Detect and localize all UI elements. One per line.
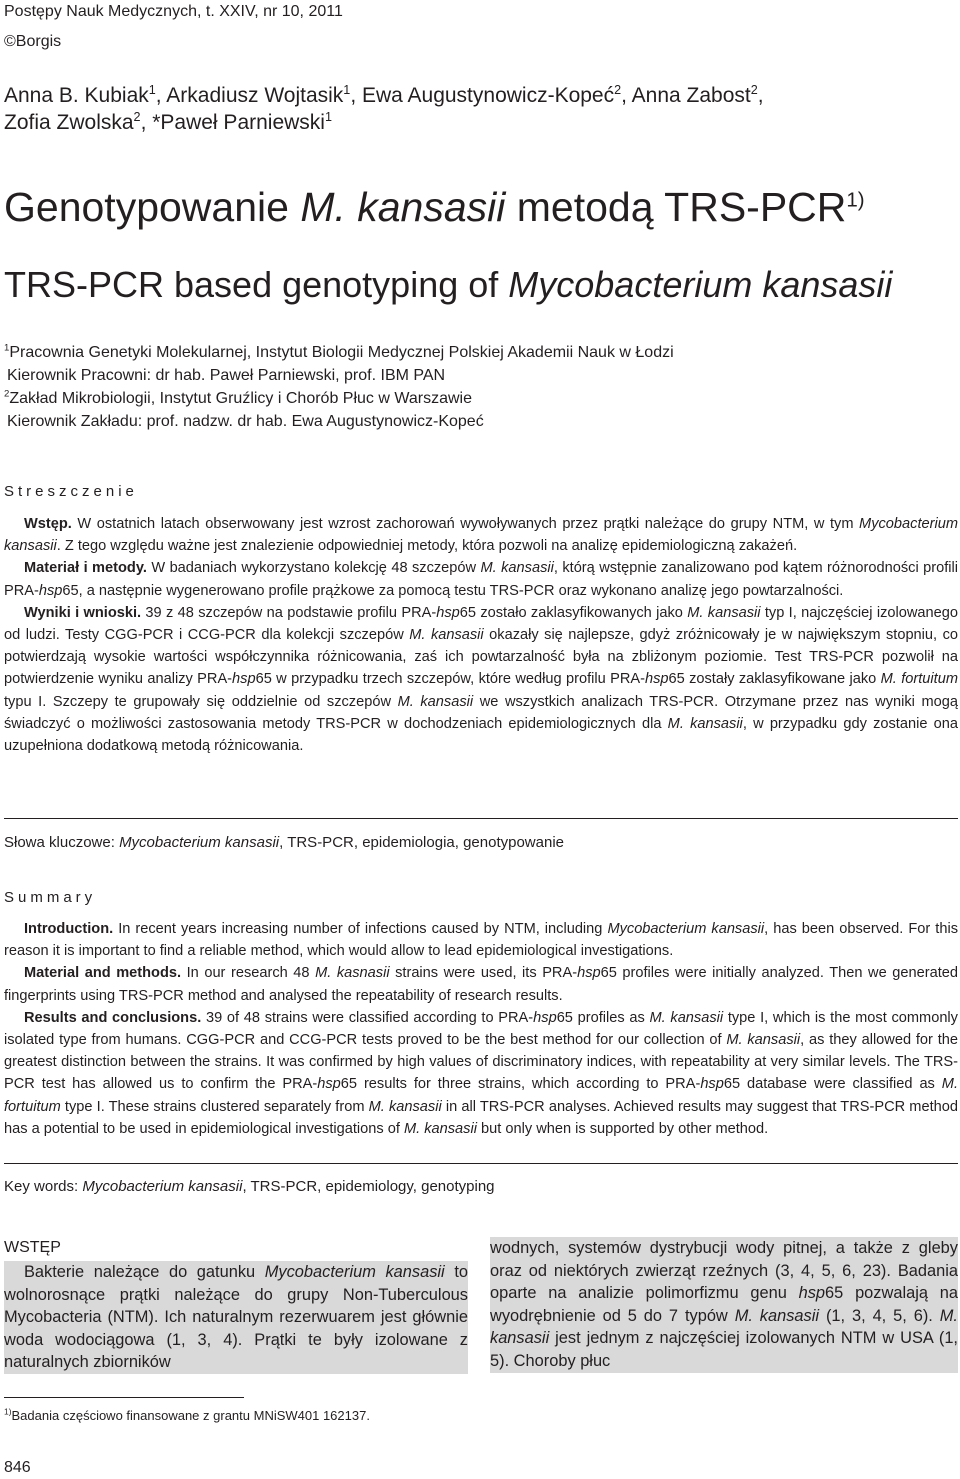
publisher-copyright: ©Borgis bbox=[4, 33, 62, 50]
article-title-english: TRS-PCR based genotyping of Mycobacterium kansasii bbox=[4, 264, 893, 305]
article-title-polish: Genotypowanie M. kansasii metodą TRS-PCR$^{1)}$ bbox=[4, 184, 865, 230]
footnote-rule bbox=[4, 1397, 244, 1398]
affiliations: $^1$Pracownia Genetyki Molekularnej, Instytut Biologii Medycznej Polskiej Akademii Nauk w Łodzi Kierownik Pracowni: dr hab. Paweł Parniewski, prof. IBM PAN $^2$Zakład Mikrobiologii, Instytut Gruźlicy i Chorób Płuc w Warszawie Kierownik Zakładu: prof. nadzw. dr hab. Ewa Augustynowicz-Kopeć bbox=[4, 342, 674, 430]
body-column-left: Bakterie należące do gatunku Mycobacterium kansasii to wolnorosnące prątki należące do grupy Non-Tuberculous Mycobacteria (NTM). Ich naturalnym rezerwuarem jest głównie woda wodociągowa (1, 3, 4). Prątki te były izolowane z naturalnych zbiorników bbox=[4, 1261, 468, 1374]
keywords-polish: Słowa kluczowe: Mycobacterium kansasii, TRS-PCR, epidemiologia, genotypowanie bbox=[4, 834, 565, 851]
keywords-english: Key words: Mycobacterium kansasii, TRS-PCR, epidemiology, genotyping bbox=[4, 1178, 495, 1195]
author-list: Anna B. Kubiak$^1$, Arkadiusz Wojtasik$^1$, Ewa Augustynowicz-Kopeć$^2$, Anna Zabost$^2$, Zofia Zwolska$^2$, *Paweł Parniewski$^1$ bbox=[4, 83, 764, 134]
streszczenie-text: Wstęp. W ostatnich latach obserwowany jest wzrost zachorowań wywoływanych przez prątki należące do grupy NTM, w tym Mycobacterium kansasii. Z tego względu ważne jest znalezienie odpowiedniej metody, która pozwoli na analizę epidemiologiczną zakażeń. Materiał i metody. W badaniach wykorzystano kolekcję 48 szczepów M. kansasii, którą wstępnie zanalizowano pod kątem różnorodności profili PRA-hsp65, a następnie wygenerowano profile prążkowe za pomocą testu TRS-PCR oraz wykonano analizę jego powtarzalności. Wyniki i wnioski. 39 z 48 szczepów na podstawie profilu PRA-hsp65 zostało zaklasyfikowanych jako M. kansasii typ I, najczęściej izolowanego od ludzi. Testy CGG-PCR i CCG-PCR dla kolekcji szczepów M. kansasii okazały się najlepsze, gdyż zróżnicowały je w największym stopniu, co potwierdzają wysokie wartości współczynnika różnicowania, zaś ich powtarzalność była na zbliżonym poziomie. Test TRS-PCR pozwolił na potwierdzenie wyniku analizy PRA-hsp65 w przypadku trzech szczepów, które według profilu PRA-hsp65 zostały zaklasyfikowane jako M. fortuitum typu I. Szczepy te grupowały się oddzielnie od szczepów M. kansasii we wszystkich analizach TRS-PCR. Otrzymane przez nas wyniki mogą świadczyć o możliwości zastosowania metody TRS-PCR w dochodzeniach epidemiologicznych dla M. kansasii, w przypadku gdy zostanie ona uzupełniona dodatkową metodą różnicowania. bbox=[4, 516, 959, 755]
streszczenie-heading: Streszczenie bbox=[4, 483, 138, 500]
journal-citation: Postępy Nauk Medycznych, t. XXIV, nr 10, 2011 bbox=[4, 3, 343, 20]
divider bbox=[4, 818, 958, 819]
divider bbox=[4, 1163, 958, 1164]
summary-heading: Summary bbox=[4, 889, 97, 906]
page-number: 846 bbox=[4, 1459, 31, 1476]
summary-text: Introduction. In recent years increasing number of infections caused by NTM, including Mycobacterium kansasii, has been observed. For this reason it is important to find a reliable method, which would allow to lead epidemiological investigations. Material and methods. In our research 48 M. kasnasii strains were used, its PRA-hsp65 profiles were initially analyzed. Then we generated fingerprints using TRS-PCR method and analysed the repeatability of research results. Results and conclusions. 39 of 48 strains were classified according to PRA-hsp65 profiles as M. kansasii type I, which is the most commonly isolated type from humans. CGG-PCR and CCG-PCR tests proved to be the best method for our collection of M. kansasii, as they allowed for the greatest distinction between the strains. It was confirmed by high values of discriminatory indices, with repeatability at very similar levels. The TRS-PCR test has allowed us to confirm the PRA-hsp65 results for three strains, which according to PRA-hsp65 database were classified as M. fortuitum type I. These strains clustered separately from M. kansasii in all TRS-PCR analyses. Achieved results may suggest that TRS-PCR method has a potential to be used in epidemiological investigations of M. kansasii but only when is supported by other method. bbox=[4, 921, 958, 1137]
body-column-right: wodnych, systemów dystrybucji wody pitnej, a także z gleby oraz od niektórych zwierząt rzeźnych (3, 4, 5, 6, 23). Badania oparte na analizie polimorfizmu genu hsp65 pozwalają na wyodrębnienie od 5 do 7 typów M. kansasii (1, 3, 4, 5, 6). M. kansasii jest jednym z najczęściej izolowanych NTM w USA (1, 5). Choroby płuc bbox=[490, 1237, 958, 1373]
footnote: $^{1)}$Badania częściowo finansowane z grantu MNiSW401 162137. bbox=[4, 1406, 370, 1423]
section-heading-wstep: WSTĘP bbox=[4, 1239, 61, 1256]
